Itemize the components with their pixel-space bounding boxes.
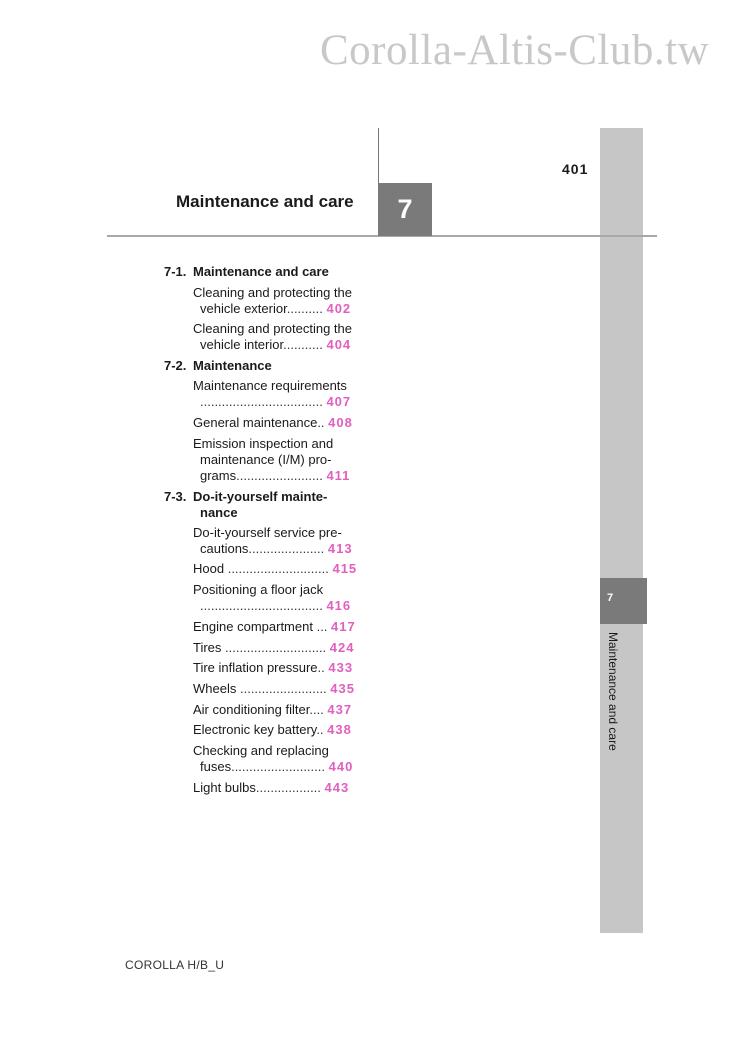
toc-dots: ..: [317, 660, 325, 675]
toc-page-link[interactable]: 416: [326, 598, 352, 613]
toc-dots: ........................: [239, 681, 327, 696]
toc-page-link[interactable]: 443: [324, 780, 350, 795]
toc-dots: ....: [309, 702, 324, 717]
toc-entry-text[interactable]: Checking and replacing: [193, 743, 329, 758]
toc-entry[interactable]: [200, 394, 351, 410]
toc-dots: ..........: [286, 301, 323, 316]
side-tab-label: Maintenance and care: [606, 632, 620, 751]
toc-entry[interactable]: [200, 301, 351, 317]
header-vertical-rule: [378, 128, 379, 184]
toc-entry-text: fuses: [200, 759, 232, 774]
toc-entry[interactable]: [200, 337, 351, 353]
section-title: nance: [200, 505, 238, 520]
toc-page-link[interactable]: 404: [326, 337, 352, 352]
toc-dots: ........................: [236, 468, 323, 483]
toc-entry-text[interactable]: Cleaning and protecting the: [193, 321, 353, 336]
toc-entry-text[interactable]: Do-it-yourself service pre-: [193, 525, 342, 540]
toc-entry[interactable]: [193, 681, 355, 697]
watermark: Corolla-Altis-Club.tw: [320, 27, 710, 74]
toc-entry[interactable]: [200, 541, 353, 557]
toc-entry-text: Hood: [193, 561, 225, 576]
toc-dots: ..........................: [231, 759, 325, 774]
page-number: 401: [562, 161, 589, 177]
toc-entry-text: Electronic key battery: [193, 722, 317, 737]
toc-entry[interactable]: [193, 702, 352, 718]
chapter-number: 7: [397, 194, 413, 224]
toc-entry[interactable]: [193, 722, 352, 738]
toc-entry[interactable]: [193, 780, 349, 796]
toc-entry-text: Wheels: [193, 681, 237, 696]
section-number: 7-2.: [164, 358, 187, 373]
toc-entry-text: Air conditioning filter: [193, 702, 310, 717]
toc-page-link[interactable]: 440: [328, 759, 354, 774]
toc-dots: ..................................: [200, 598, 323, 613]
toc-dots: ...: [316, 619, 328, 634]
toc-entry[interactable]: [193, 415, 353, 431]
toc-entry-text: Engine compartment: [193, 619, 313, 634]
toc-page-link[interactable]: 407: [326, 394, 352, 409]
toc-page-link[interactable]: 417: [331, 619, 356, 634]
toc-entry-text: cautions: [200, 541, 249, 556]
section-title: Do-it-yourself mainte-: [193, 489, 328, 504]
toc-entry-text: Tires: [193, 640, 222, 655]
toc-entry[interactable]: [193, 619, 356, 635]
section-title: Maintenance: [193, 358, 272, 373]
toc-page-link[interactable]: 437: [327, 702, 353, 717]
toc-entry-text[interactable]: Emission inspection and: [193, 436, 334, 451]
toc-page-link[interactable]: 413: [327, 541, 353, 556]
toc-entry[interactable]: [193, 640, 355, 656]
toc-dots: ..: [316, 722, 324, 737]
toc-entry-text: Tire inflation pressure: [193, 660, 318, 675]
toc-entry-text: Light bulbs: [193, 780, 256, 795]
toc-page-link[interactable]: 408: [328, 415, 353, 430]
section-number: 7-3.: [164, 489, 187, 504]
toc-page-link[interactable]: 435: [330, 681, 355, 696]
toc-entry[interactable]: [200, 598, 351, 614]
toc-dots: ..: [317, 415, 325, 430]
toc-page-link[interactable]: 411: [326, 468, 351, 483]
side-strip: [600, 128, 643, 933]
toc-dots: ............................: [225, 640, 327, 655]
toc-entry-text: vehicle exterior: [200, 301, 287, 316]
toc-dots: .....................: [248, 541, 325, 556]
toc-page-link[interactable]: 433: [328, 660, 354, 675]
toc-entry[interactable]: [193, 660, 353, 676]
toc-dots: ............................: [227, 561, 329, 576]
toc-page-link[interactable]: 402: [326, 301, 352, 316]
chapter-title: Maintenance and care: [176, 192, 354, 211]
toc-dots: ...........: [283, 337, 323, 352]
toc-dots: ..................................: [200, 394, 323, 409]
section-number: 7-1.: [164, 264, 187, 279]
toc-entry-text: vehicle interior: [200, 337, 284, 352]
side-tab-number: 7: [607, 592, 614, 604]
toc-entry[interactable]: [193, 561, 357, 577]
toc-entry-text[interactable]: maintenance (I/M) pro-: [200, 452, 332, 467]
toc-entry-text[interactable]: Cleaning and protecting the: [193, 285, 353, 300]
toc-page-link[interactable]: 424: [329, 640, 355, 655]
toc-page-link[interactable]: 415: [332, 561, 358, 576]
section-title: Maintenance and care: [193, 264, 329, 279]
toc-entry-text[interactable]: Positioning a floor jack: [193, 582, 324, 597]
toc-entry-text: General maintenance: [193, 415, 318, 430]
toc-entry[interactable]: [200, 759, 353, 775]
chapter-number-box: [378, 183, 432, 236]
toc-dots: ..................: [255, 780, 321, 795]
toc-entry[interactable]: [200, 468, 350, 484]
toc-entry-text: grams: [200, 468, 237, 483]
toc-entry-text[interactable]: Maintenance requirements: [193, 378, 347, 393]
toc-page-link[interactable]: 438: [327, 722, 352, 737]
footer-model-code: COROLLA H/B_U: [125, 958, 225, 972]
